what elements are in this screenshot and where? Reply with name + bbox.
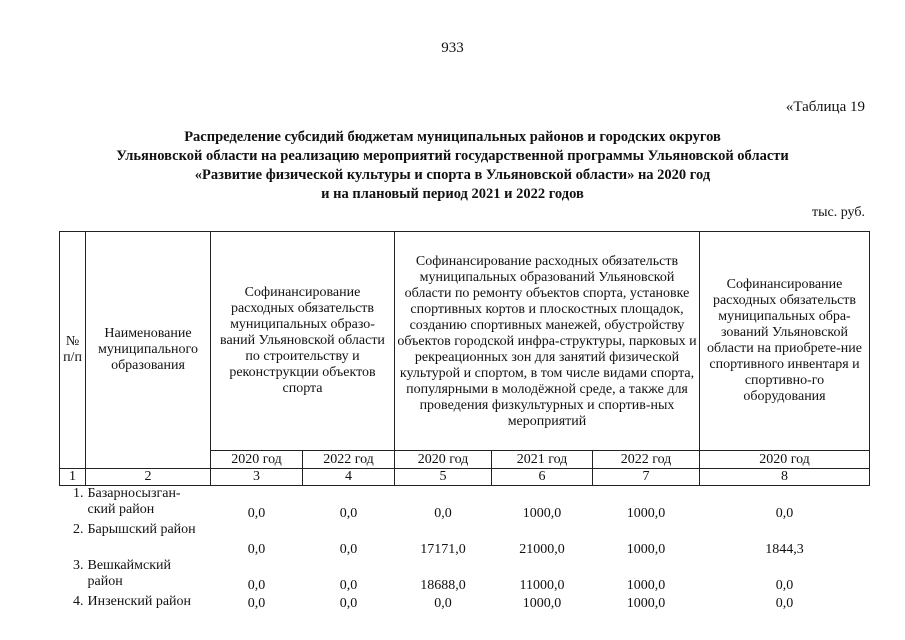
value-cell: 0,0 — [247, 578, 266, 593]
subsidy-table — [59, 231, 870, 614]
column-number: 7 — [593, 469, 700, 486]
title-line-4: и на плановый период 2021 и 2022 годов — [321, 186, 584, 202]
table-row — [60, 522, 870, 558]
value-cell: 18688,0 — [420, 578, 466, 593]
value-cell: 0,0 — [775, 506, 794, 521]
value-cell: 0,0 — [775, 578, 794, 593]
year-header: 2020 год — [700, 451, 870, 469]
value-cell: 0,0 — [247, 542, 266, 557]
value-cell: 0,0 — [339, 596, 358, 611]
column-number: 3 — [211, 469, 303, 486]
column-number: 6 — [492, 469, 593, 486]
value-cell: 1000,0 — [522, 506, 562, 521]
value-cell: 1000,0 — [626, 578, 666, 593]
row-index: 1. — [73, 486, 84, 501]
document-title — [60, 128, 845, 204]
table-row — [60, 486, 870, 523]
header-number: № п/п — [60, 232, 86, 469]
title-line-3: «Развитие физической культуры и спорта в Ульяновской области» на 2020 год — [194, 167, 711, 183]
year-header: 2022 год — [303, 451, 395, 469]
value-cell: 0,0 — [339, 542, 358, 557]
column-number: 2 — [86, 469, 211, 486]
year-header: 2022 год — [593, 451, 700, 469]
page-number: 933 — [441, 40, 464, 56]
header-municipality: Наименование муниципального образования — [86, 232, 211, 469]
column-number: 4 — [303, 469, 395, 486]
column-number: 5 — [395, 469, 492, 486]
municipality-name: Барышский район — [87, 522, 196, 537]
value-cell: 0,0 — [434, 506, 452, 521]
value-cell: 1000,0 — [626, 506, 666, 521]
year-header: 2020 год — [395, 451, 492, 469]
municipality-name: Вешкаймский район — [87, 558, 171, 589]
year-header: 2021 год — [492, 451, 593, 469]
row-index: 3. — [73, 558, 84, 573]
value-cell: 0,0 — [247, 506, 266, 521]
units-label: тыс. руб. — [812, 205, 865, 220]
header-repair: Софинансирование расходных обязательств муниципальных образований Ульяновской области по ремонту объектов спорта, установке спортивных кортов и плоскостных площадок, созданию спортивных манежей, обустройству объектов городской инфра-структуры, парковых и рекреационных зон для занятий физической культурой и спортом, в том числе видами спорта, популярными в молодёжной среде, а также для проведения физкультурных и спортив-ных мероприятий — [395, 232, 700, 451]
municipality-name: Инзенский район — [87, 594, 192, 609]
column-number: 1 — [60, 469, 86, 486]
title-line-1: Распределение субсидий бюджетам муниципальных районов и городских округов — [184, 129, 721, 145]
value-cell: 17171,0 — [420, 542, 466, 557]
value-cell: 0,0 — [775, 596, 794, 611]
value-cell: 0,0 — [434, 596, 452, 611]
value-cell: 1000,0 — [522, 596, 562, 611]
year-header: 2020 год — [211, 451, 303, 469]
value-cell: 1000,0 — [626, 542, 666, 557]
table-row — [60, 558, 870, 594]
value-cell: 0,0 — [339, 578, 358, 593]
value-cell: 0,0 — [247, 596, 266, 611]
value-cell: 1844,3 — [765, 542, 804, 557]
value-cell: 0,0 — [339, 506, 358, 521]
title-line-2: Ульяновской области на реализацию мероприятий государственной программы Ульяновской области — [116, 148, 789, 164]
municipality-name: Базарносызган-ский район — [87, 486, 181, 517]
table-label: «Таблица 19 — [785, 99, 865, 115]
value-cell: 1000,0 — [626, 596, 666, 611]
header-construction: Софинансирование расходных обязательств муниципальных образо-ваний Ульяновской области по строительству и реконструкции объектов спорта — [211, 232, 395, 451]
header-equipment: Софинансирование расходных обязательств муниципальных обра-зований Ульяновской области на приобрете-ние спортивного инвентаря и спортивно-го оборудования — [700, 232, 870, 451]
row-index: 4. — [73, 594, 84, 609]
table-row — [60, 594, 870, 614]
row-index: 2. — [73, 522, 84, 537]
column-number: 8 — [700, 469, 870, 486]
value-cell: 11000,0 — [519, 578, 565, 593]
value-cell: 21000,0 — [519, 542, 565, 557]
